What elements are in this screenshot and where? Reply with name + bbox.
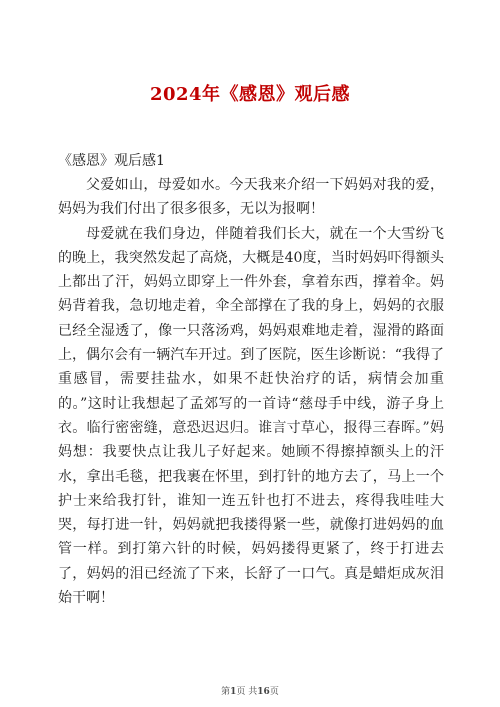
footer-page-prefix: 第 — [221, 687, 231, 697]
page-footer — [0, 684, 500, 697]
footer-page-mid: 页 共 — [236, 687, 258, 697]
section-heading: 《感恩》观后感1 — [58, 153, 165, 169]
body-paragraph-1: 父爱如山，母爱如水。今天我来介绍一下妈妈对我的爱，妈妈为我们付出了很多很多，无以为报啊！ — [58, 177, 444, 218]
body-paragraph-2: 母爱就在我们身边，伴随着我们长大，就在一个大雪纷飞的晚上，我突然发起了高烧，大概是40度，当时妈妈吓得额头上都出了汗，妈妈立即穿上一件外套，拿着东西，撑着伞。妈妈背着我，急切地走着，伞全部撑在了我的身上，妈妈的衣服已经全湿透了，像一只落汤鸡，妈妈艰难地走着，湿滑的路面上，偶尔会有一辆汽车开过。到了医院，医生诊断说：“我得了重感冒，需要挂盐水，如果不赶快治疗的话，病情会加重的。”这时让我想起了孟郊写的一首诗“慈母手中线，游子身上衣。临行密密缝，意恐迟迟归。谁言寸草心，报得三春晖。”妈妈想：我要快点让我儿子好起来。她顾不得擦掉额头上的汗水，拿出毛毯，把我裹在怀里，到打针的地方去了，马上一个护士来给我打针，谁知一连五针也打不进去，疼得我哇哇大哭，每打进一针，妈妈就把我搂得紧一些，就像打进妈妈的血管一样。到打第六针的时候，妈妈搂得更紧了，终于打进去了，妈妈的泪已经流了下来，长舒了一口气。真是蜡炬成灰泪始干啊！ — [58, 225, 444, 607]
footer-total-pages: 16 — [257, 687, 270, 697]
document-title: 2024年《感恩》观后感 — [149, 84, 351, 105]
footer-current-page: 1 — [230, 687, 237, 697]
document-body — [58, 173, 444, 610]
footer-page-suffix: 页 — [269, 687, 279, 697]
